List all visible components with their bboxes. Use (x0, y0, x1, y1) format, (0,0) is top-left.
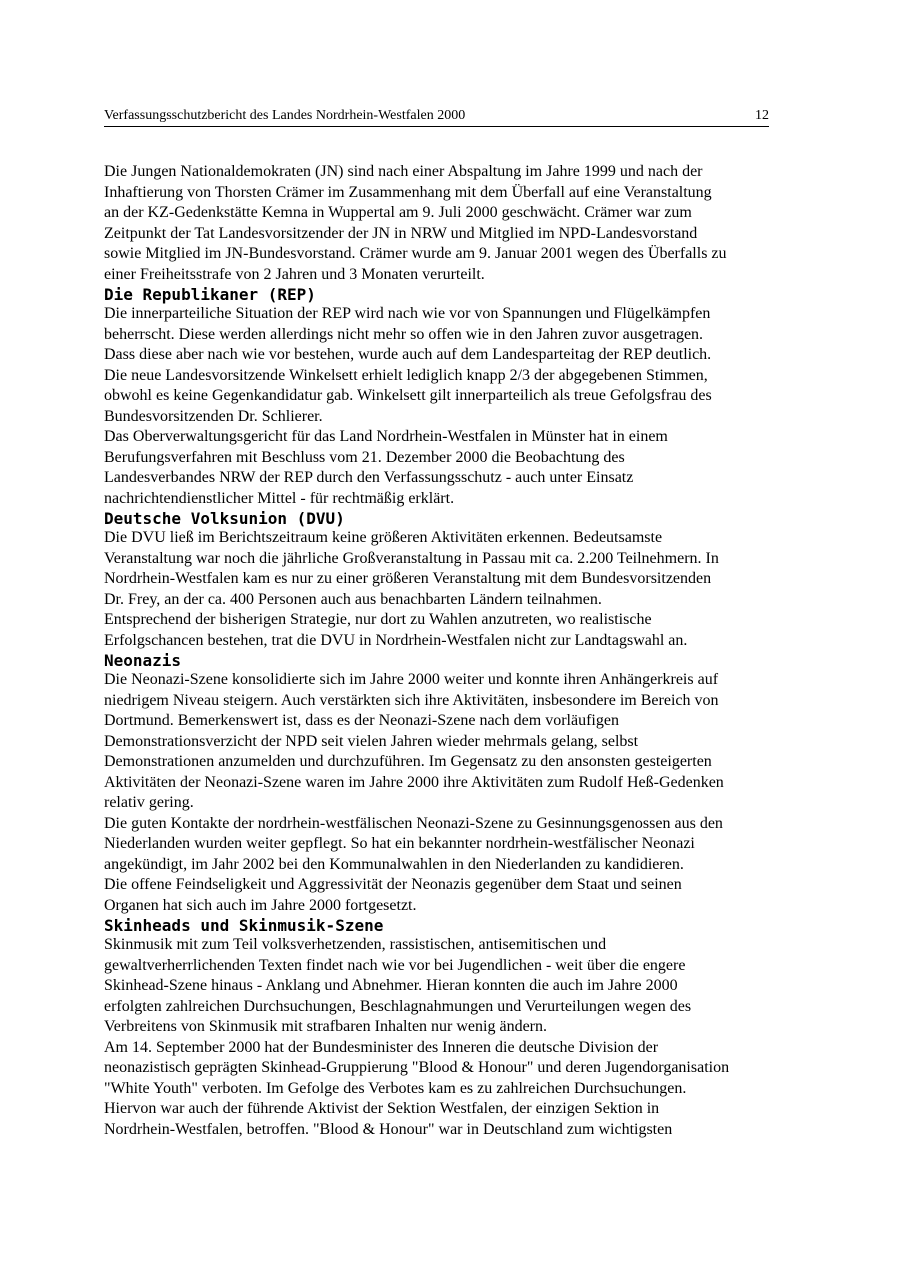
text-line: Nordrhein-Westfalen kam es nur zu einer größeren Veranstaltung mit dem Bundesvorsitzenden (104, 570, 712, 587)
text-line: relativ gering. (104, 794, 194, 811)
document-body (104, 162, 804, 1140)
text-line: sowie Mitglied im JN-Bundesvorstand. Crämer wurde am 9. Januar 2001 wegen des Überfalls zu (104, 245, 727, 262)
text-line: Die neue Landesvorsitzende Winkelsett erhielt lediglich knapp 2/3 der abgegebenen Stimmen, (104, 366, 708, 384)
paragraph (104, 875, 804, 916)
text-line: Nordrhein-Westfalen, betroffen. "Blood & Honour" war in Deutschland zum wichtigsten (104, 1120, 673, 1138)
text-line: einer Freiheitsstrafe von 2 Jahren und 3 Monaten verurteilt. (104, 265, 485, 283)
paragraph (104, 610, 804, 651)
text-line: erfolgten zahlreichen Durchsuchungen, Beschlagnahmungen und Verurteilungen wegen des (104, 997, 692, 1015)
text-line: Skinhead-Szene hinaus - Anklang und Abnehmer. Hieran konnten die auch im Jahre 2000 (104, 977, 678, 994)
paragraph (104, 670, 804, 814)
text-line: Die DVU ließ im Berichtszeitraum keine größeren Aktivitäten erkennen. Bedeutsamste (104, 529, 663, 546)
text-line: Niederlanden wurden weiter gepflegt. So hat ein bekannter nordrhein-westfälischer Neonazi (104, 835, 695, 852)
text-line: Verbreitens von Skinmusik mit strafbaren Inhalten nur wenig ändern. (104, 1018, 547, 1035)
text-line: nachrichtendienstlicher Mittel - für rechtmäßig erklärt. (104, 489, 455, 507)
document-page (104, 107, 804, 1140)
text-line: Die Neonazi-Szene konsolidierte sich im Jahre 2000 weiter und konnte ihren Anhängerkreis auf (104, 671, 719, 688)
text-line: Die guten Kontakte der nordrhein-westfälischen Neonazi-Szene zu Gesinnungsgenossen aus den (104, 814, 723, 832)
text-line: Demonstrationsverzicht der NPD seit vielen Jahren wieder mehrmals gelang, selbst (104, 732, 639, 750)
text-line: Erfolgschancen bestehen, trat die DVU in Nordrhein-Westfalen nicht zur Landtagswahl an. (104, 631, 688, 649)
text-line: Die innerparteiliche Situation der REP wird nach wie vor von Spannungen und Flügelkämpfen (104, 305, 711, 322)
paragraph (104, 1038, 804, 1141)
text-line: Die offene Feindseligkeit und Aggressivität der Neonazis gegenüber dem Staat und seinen (104, 876, 682, 893)
text-line: niedrigem Niveau steigern. Auch verstärkten sich ihre Aktivitäten, insbesondere im Bereich von (104, 691, 719, 709)
text-line: Skinmusik mit zum Teil volksverhetzenden, rassistischen, antisemitischen und (104, 936, 607, 953)
running-header (104, 107, 769, 127)
section-heading: Skinheads und Skinmusik-Szene (104, 916, 384, 935)
text-line: Dr. Frey, an der ca. 400 Personen auch aus benachbarten Ländern teilnahmen. (104, 590, 602, 608)
section-heading: Neonazis (104, 651, 182, 670)
header-title: Verfassungsschutzbericht des Landes Nordrhein-Westfalen 2000 (104, 108, 466, 123)
text-line: Aktivitäten der Neonazi-Szene waren im Jahre 2000 ihre Aktivitäten zum Rudolf Heß-Gedenken (104, 773, 724, 791)
text-line: Inhaftierung von Thorsten Crämer im Zusammenhang mit dem Überfall auf eine Veranstaltung (104, 183, 712, 201)
text-line: an der KZ-Gedenkstätte Kemna in Wuppertal am 9. Juli 2000 geschwächt. Crämer war zum (104, 204, 692, 221)
paragraph (104, 427, 804, 509)
text-line: Demonstrationen anzumelden und durchzuführen. Im Gegensatz zu den ansonsten gesteigerten (104, 753, 712, 770)
text-line: beherrscht. Diese werden allerdings nicht mehr so offen wie in den Jahren zuvor ausgetragen. (104, 325, 704, 343)
paragraph (104, 935, 804, 1038)
text-line: Landesverbandes NRW der REP durch den Verfassungsschutz - auch unter Einsatz (104, 469, 634, 486)
paragraph (104, 528, 804, 610)
text-line: obwohl es keine Gegenkandidatur gab. Winkelsett gilt innerparteilich als treue Gefolgsfrau des (104, 387, 712, 404)
paragraph (104, 304, 804, 427)
text-line: Entsprechend der bisherigen Strategie, nur dort zu Wahlen anzutreten, wo realistische (104, 611, 652, 628)
text-line: Am 14. September 2000 hat der Bundesminister des Inneren die deutsche Division der (104, 1038, 659, 1056)
text-line: angekündigt, im Jahr 2002 bei den Kommunalwahlen in den Niederlanden zu kandidieren. (104, 855, 684, 873)
section-heading: Deutsche Volksunion (DVU) (104, 509, 345, 528)
text-line: Hiervon war auch der führende Aktivist der Sektion Westfalen, der einzigen Sektion in (104, 1100, 660, 1117)
section-heading: Die Republikaner (REP) (104, 285, 316, 304)
page-number: 12 (755, 108, 769, 123)
text-line: "White Youth" verboten. Im Gefolge des Verbotes kam es zu zahlreichen Durchsuchungen. (104, 1079, 687, 1097)
text-line: Die Jungen Nationaldemokraten (JN) sind nach einer Abspaltung im Jahre 1999 und nach der (104, 163, 703, 180)
text-line: Veranstaltung war noch die jährliche Großveranstaltung in Passau mit ca. 2.200 Teilnehmern. In (104, 549, 719, 567)
text-line: Dortmund. Bemerkenswert ist, dass es der Neonazi-Szene nach dem vorläufigen (104, 712, 619, 729)
text-line: Bundesvorsitzenden Dr. Schlierer. (104, 407, 323, 425)
text-line: Zeitpunkt der Tat Landesvorsitzender der JN in NRW und Mitglied im NPD-Landesvorstand (104, 224, 698, 242)
text-line: Organen hat sich auch im Jahre 2000 fortgesetzt. (104, 896, 417, 914)
text-line: gewaltverherrlichenden Texten findet nach wie vor bei Jugendlichen - weit über die engere (104, 956, 686, 974)
paragraph (104, 162, 804, 285)
text-line: Das Oberverwaltungsgericht für das Land Nordrhein-Westfalen in Münster hat in einem (104, 428, 668, 445)
text-line: Dass diese aber nach wie vor bestehen, wurde auch auf dem Landesparteitag der REP deutlich. (104, 346, 712, 363)
text-line: Berufungsverfahren mit Beschluss vom 21. Dezember 2000 die Beobachtung des (104, 448, 625, 466)
text-line: neonazistisch geprägten Skinhead-Gruppierung "Blood & Honour" und deren Jugendorganisation (104, 1059, 730, 1076)
paragraph (104, 814, 804, 876)
